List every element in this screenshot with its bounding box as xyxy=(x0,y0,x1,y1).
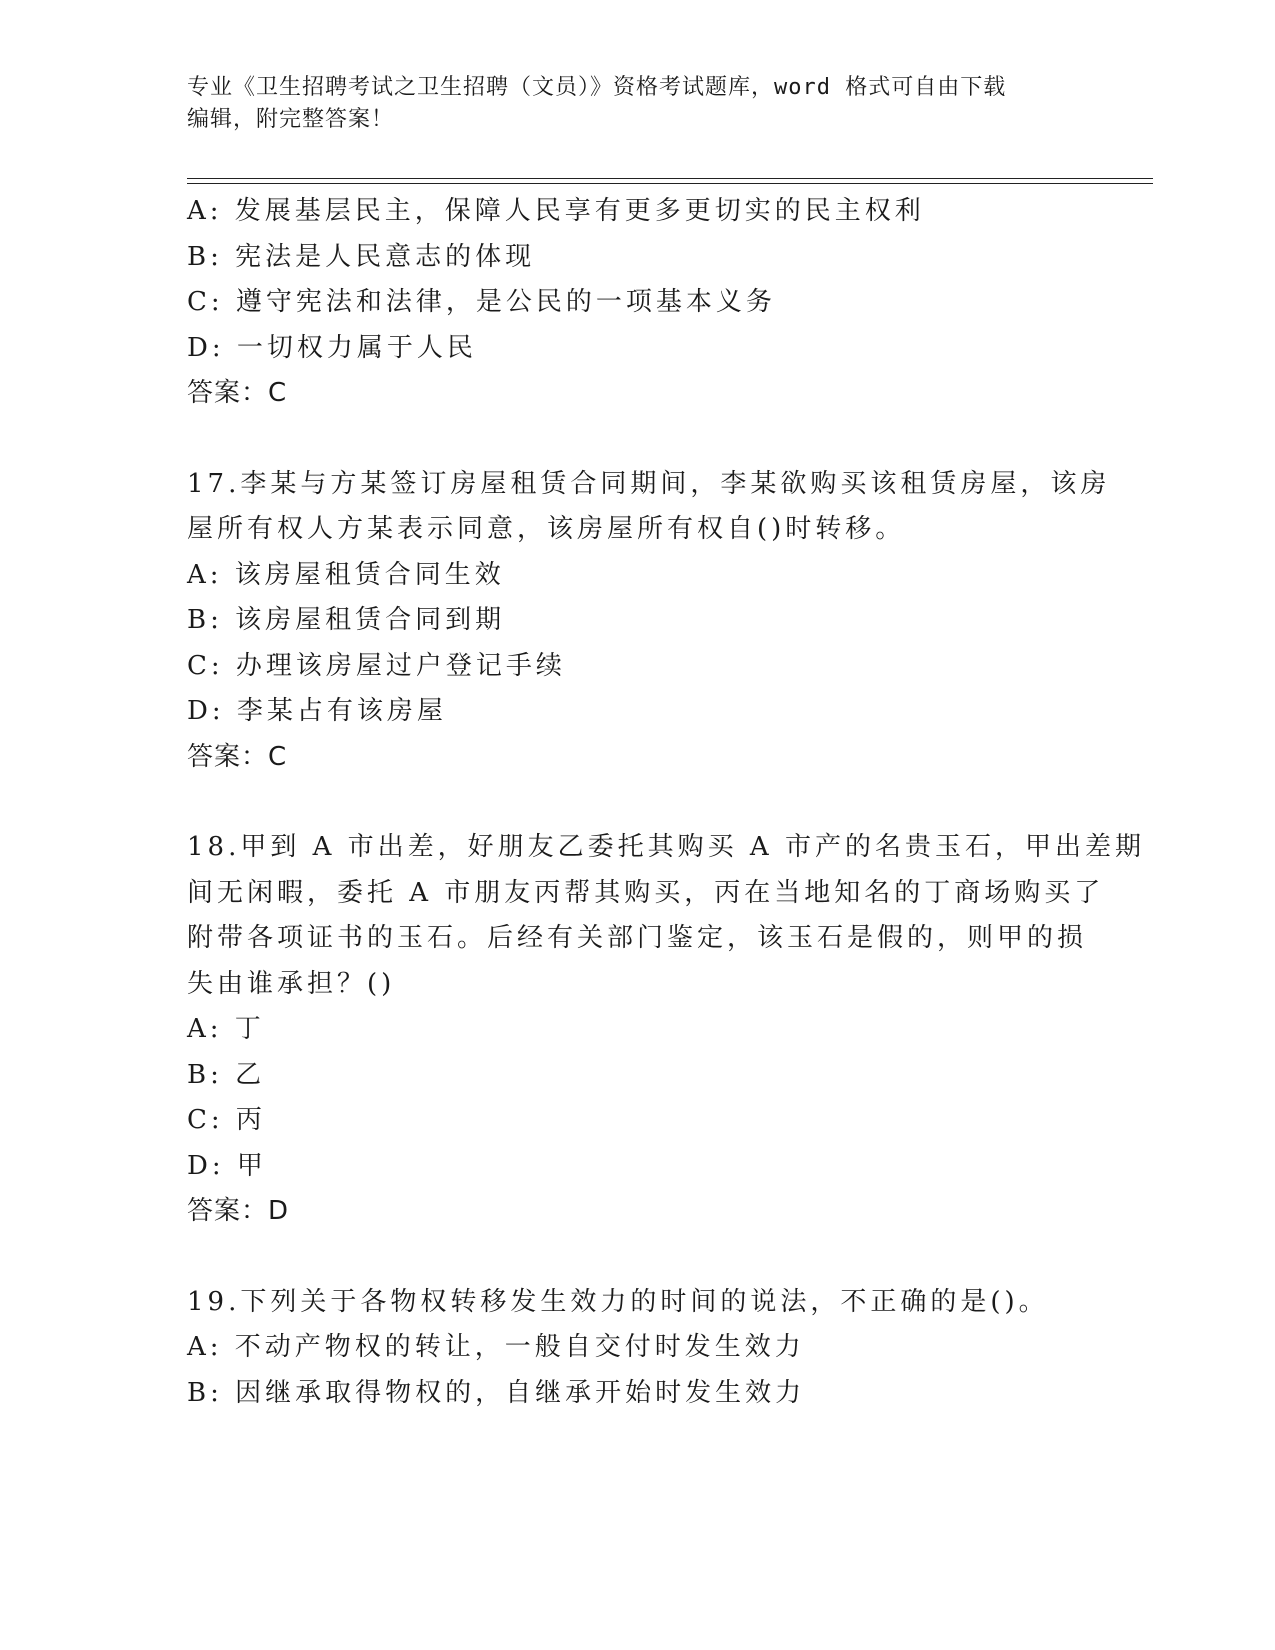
header-divider-top xyxy=(187,178,1153,179)
spacer xyxy=(187,780,1077,825)
option-a: A: 不动产物权的转让，一般自交付时发生效力 xyxy=(187,1332,805,1362)
spacer xyxy=(187,417,1077,462)
question-text-line: 屋所有权人方某表示同意，该房屋所有权自()时转移。 xyxy=(187,514,906,544)
spacer xyxy=(187,1235,1077,1280)
question-17 xyxy=(187,462,1111,781)
question-text-line: 19.下列关于各物权转移发生效力的时间的说法，不正确的是()。 xyxy=(187,1286,1049,1317)
option-a: A: 丁 xyxy=(187,1014,265,1044)
answer: 答案：C xyxy=(187,378,288,408)
option-c: C: 办理该房屋过户登记手续 xyxy=(187,650,566,681)
question-text-line: 18.甲到 A 市出差，好朋友乙委托其购买 A 市产的名贵玉石，甲出差期 xyxy=(187,832,1145,862)
document-header xyxy=(187,72,1067,136)
question-list xyxy=(187,189,1145,1416)
option-b: B: 该房屋租赁合同到期 xyxy=(187,605,506,635)
header-line-2: 编辑，附完整答案！ xyxy=(187,107,395,132)
option-d: D: 李某占有该房屋 xyxy=(187,696,447,726)
answer: 答案：D xyxy=(187,1196,290,1226)
question-text-line: 17.李某与方某签订房屋租赁合同期间，李某欲购买该租赁房屋，该房 xyxy=(187,468,1111,499)
question-text-line: 间无闲暇，委托 A 市朋友丙帮其购买，丙在当地知名的丁商场购买了 xyxy=(187,877,1105,908)
question-text-line: 失由谁承担？() xyxy=(187,968,396,999)
option-a: A: 发展基层民主，保障人民享有更多更切实的民主权利 xyxy=(187,196,925,226)
question-18 xyxy=(187,825,1145,1235)
option-b: B: 乙 xyxy=(187,1059,266,1090)
option-d: D: 甲 xyxy=(187,1150,267,1181)
answer: 答案：C xyxy=(187,741,288,772)
question-19 xyxy=(187,1280,1077,1417)
header-line-1: 专业《卫生招聘考试之卫生招聘（文员）》资格考试题库，word 格式可自由下载 xyxy=(187,75,1007,100)
option-c: C: 丙 xyxy=(187,1105,266,1135)
option-b: B: 宪法是人民意志的体现 xyxy=(187,241,536,272)
header-divider-bottom xyxy=(187,183,1153,184)
option-a: A: 该房屋租赁合同生效 xyxy=(187,559,505,590)
option-b: B: 因继承取得物权的，自继承开始时发生效力 xyxy=(187,1377,806,1408)
question-text-line: 附带各项证书的玉石。后经有关部门鉴定，该玉石是假的，则甲的损 xyxy=(187,923,1088,953)
option-c: C: 遵守宪法和法律，是公民的一项基本义务 xyxy=(187,287,776,317)
option-d: D: 一切权力属于人民 xyxy=(187,332,477,363)
question-16 xyxy=(187,189,1077,417)
